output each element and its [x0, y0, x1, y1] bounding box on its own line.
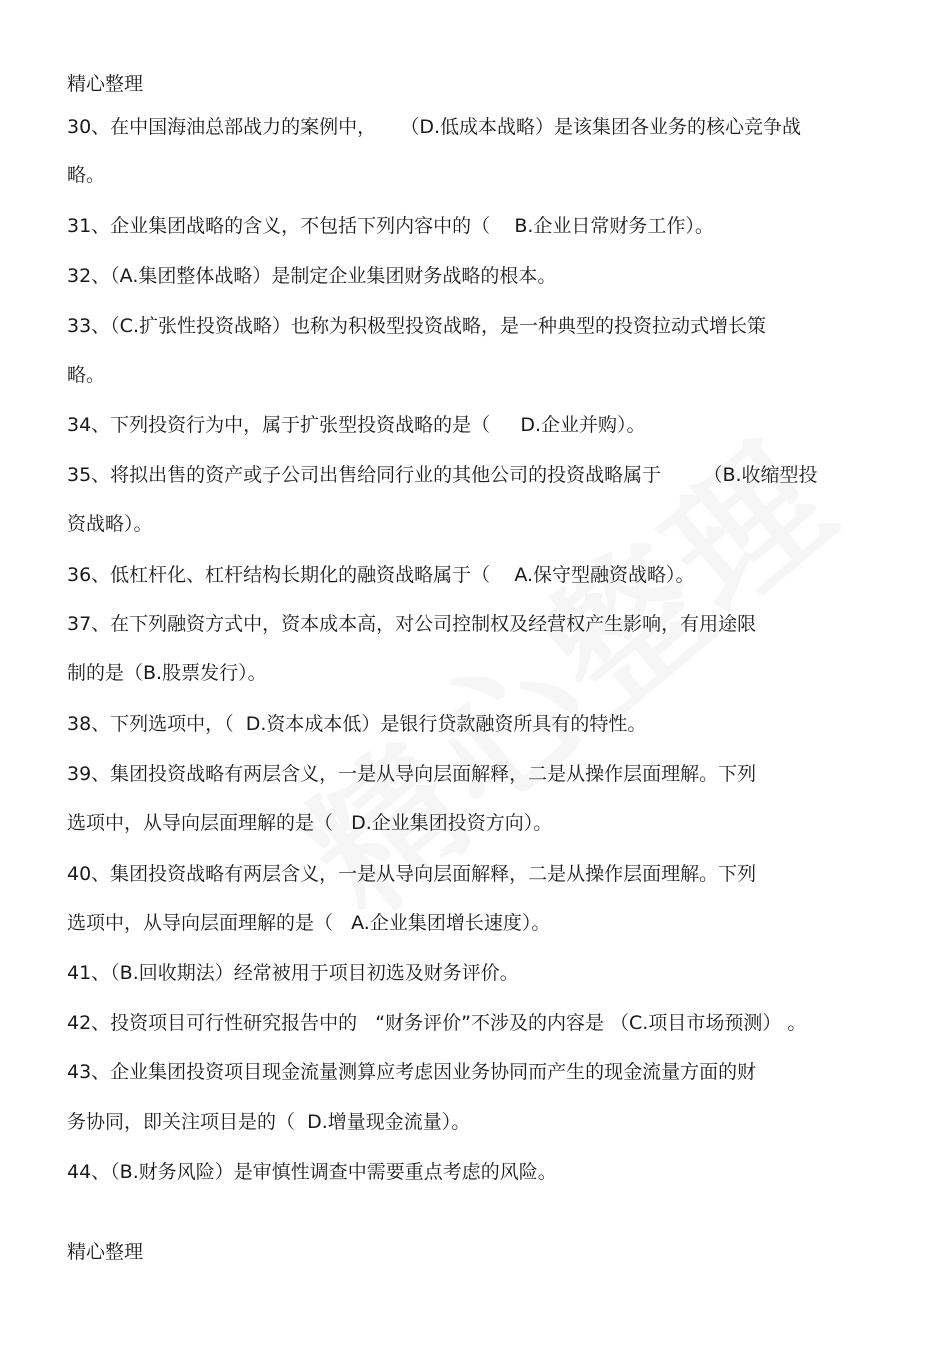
text-line: 34、下列投资行为中，属于扩张型投资战略的是（ D.企业并购）。 — [67, 414, 646, 436]
text-line: 务协同，即关注项目是的（ D.增量现金流量）。 — [67, 1111, 471, 1133]
text-line: 41、（B.回收期法）经常被用于项目初选及财务评价。 — [67, 962, 519, 984]
text-line: 30、在中国海油总部战力的案例中， （D.低成本战略）是该集团各业务的核心竞争战 — [67, 116, 802, 138]
text-line: 42、投资项目可行性研究报告中的 “财务评价”不涉及的内容是 （C.项目市场预测） 。 — [67, 1012, 807, 1034]
text-line: 38、下列选项中，（ D.资本成本低）是银行贷款融资所具有的特性。 — [67, 713, 647, 735]
text-line: 制的是（B.股票发行）。 — [67, 662, 267, 684]
text-line: 32、（A.集团整体战略）是制定企业集团财务战略的根本。 — [67, 265, 557, 287]
text-line: 选项中，从导向层面理解的是（ A.企业集团增长速度）。 — [67, 912, 551, 934]
text-line: 39、集团投资战略有两层含义，一是从导向层面解释，二是从操作层面理解。下列 — [67, 763, 757, 785]
text-line: 33、（C.扩张性投资战略）也称为积极型投资战略，是一种典型的投资拉动式增长策 — [67, 315, 766, 337]
text-line: 略。 — [67, 164, 106, 186]
text-line: 35、将拟出售的资产或子公司出售给同行业的其他公司的投资战略属于 （B.收缩型投 — [67, 464, 818, 486]
text-line: 选项中，从导向层面理解的是（ D.企业集团投资方向）。 — [67, 812, 553, 834]
text-line: 40、集团投资战略有两层含义，一是从导向层面解释，二是从操作层面理解。下列 — [67, 863, 757, 885]
text-line: 44、（B.财务风险）是审慎性调查中需要重点考虑的风险。 — [67, 1161, 557, 1183]
text-line: 略。 — [67, 364, 106, 386]
text-line: 43、企业集团投资项目现金流量测算应考虑因业务协同而产生的现金流量方面的财 — [67, 1061, 757, 1083]
text-line: 37、在下列融资方式中，资本成本高，对公司控制权及经营权产生影响，有用途限 — [67, 613, 757, 635]
text-line: 31、企业集团战略的含义，不包括下列内容中的（ B.企业日常财务工作）。 — [67, 215, 714, 237]
page-footer: 精心整理 — [67, 1241, 144, 1263]
text-line: 资战略）。 — [67, 513, 153, 535]
page-header: 精心整理 — [67, 73, 144, 95]
text-line: 36、低杠杆化、杠杆结构长期化的融资战略属于（ A.保守型融资战略）。 — [67, 564, 695, 586]
